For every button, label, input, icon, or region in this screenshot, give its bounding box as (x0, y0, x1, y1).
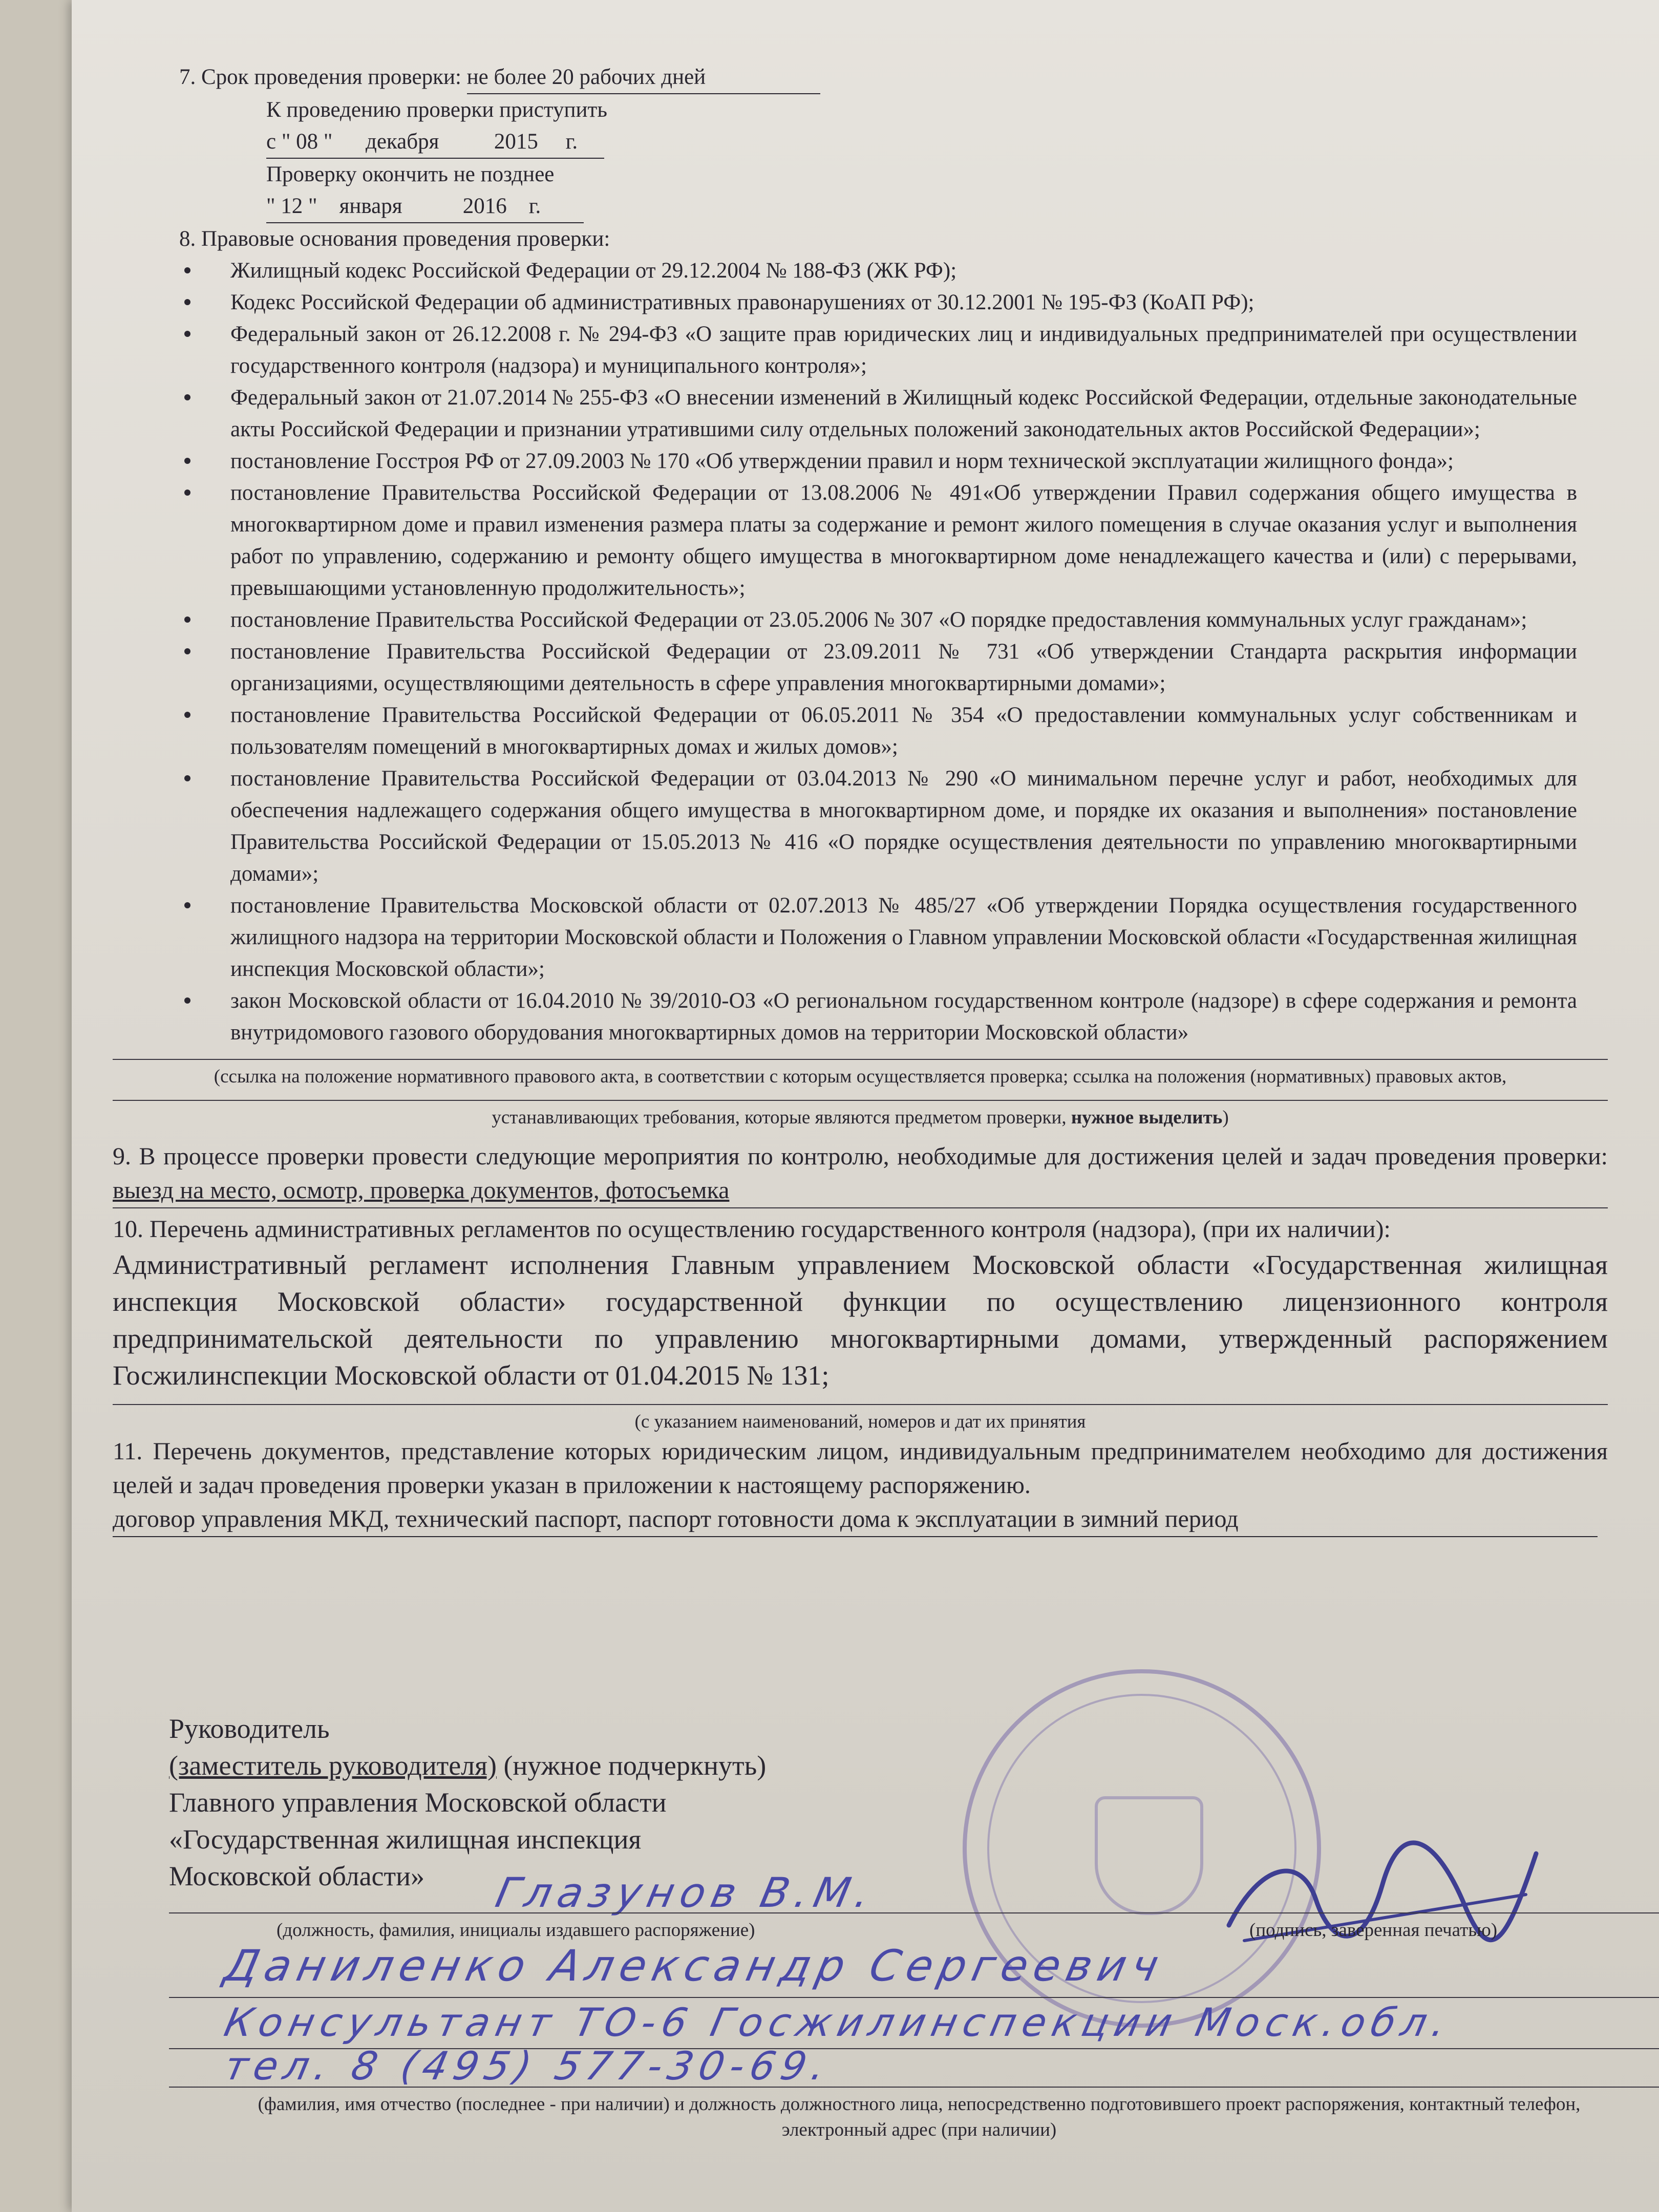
list-item: Федеральный закон от 21.07.2014 № 255-ФЗ «О внесении изменений в Жилищный кодекс Российской Федерации, отдельные законодательные акты Российской Федерации и признании утратившими силу отдельных положений законодательных актов Российской Федерации»; (113, 382, 1608, 445)
list-item: закон Московской области от 16.04.2010 № 39/2010-ОЗ «О региональном государственном контроле (надзоре) в сфере содержания и ремонта внутридомового газового оборудования многоквартирных домов на территории Московской области» (113, 985, 1608, 1049)
divider (169, 1997, 1659, 1998)
start-label: К проведению проверки приступить (266, 98, 607, 122)
preparer-note-2: электронный адрес (при наличии) (781, 2119, 1057, 2140)
legal-basis-note-2 (113, 1105, 1608, 1131)
section-10-title: 10. Перечень административных регламентов по осуществлению государственного контроля (надзора), (при их наличии): (113, 1216, 1391, 1243)
list-item: постановление Правительства Российской Федерации от 03.04.2013 № 290 «О минимальном перечне услуг и работ, необходимых для обеспечения надлежащего содержания общего имущества в многоквартирном доме, и порядке их оказания и выполнения» постановление Правительства Российской Федерации от 15.05.2013 № 416 «О порядке осуществления деятельности по управлению многоквартирными домами»; (113, 763, 1608, 890)
preparer-phone: тел. 8 (495) 577-30-69. (220, 2043, 836, 2089)
inspection-duration: не более 20 рабочих дней (467, 61, 820, 94)
divider (113, 1100, 1608, 1101)
list-item: Федеральный закон от 26.12.2008 г. № 294-ФЗ «О защите прав юридических лиц и индивидуальных предпринимателей при осуществлении государственного контроля (надзора) и муниципального контроля»; (113, 318, 1608, 382)
signature-label: (подпись, заверенная печатью) (1249, 1920, 1498, 1941)
end-date: " 12 " января 2016 г. (266, 190, 584, 223)
signatory-label: (должность, фамилия, инициалы издавшего распоряжение) (276, 1920, 755, 1941)
section-7 (179, 61, 1608, 223)
list-item: Жилищный кодекс Российской Федерации от 29.12.2004 № 188-ФЗ (ЖК РФ); (113, 255, 1608, 287)
note-text: устанавливающих требования, которые являются предметом проверки, (492, 1107, 1071, 1128)
preparer-position: Консультант ТО-6 Госжилинспекции Моск.обл. (220, 2000, 1456, 2045)
signatory-title: Руководитель (169, 1713, 330, 1744)
preparer-name: Даниленко Александр Сергеевич (220, 1941, 1169, 1991)
section-10-note: (с указанием наименований, номеров и дат их принятия (634, 1411, 1086, 1432)
divider (169, 2087, 1659, 2088)
signatory-org-1: Главного управления Московской области (169, 1787, 667, 1818)
document-page (72, 0, 1659, 2212)
signatory-org-3: Московской области» (169, 1861, 425, 1891)
signatory-deputy: (заместитель руководителя) (169, 1750, 497, 1781)
end-label: Проверку окончить не позднее (266, 162, 555, 186)
signatory-deputy-note: (нужное подчеркнуть) (496, 1750, 767, 1781)
list-item: постановление Правительства Российской Федерации от 23.09.2011 № 731 «Об утверждении Стандарта раскрытия информации организациями, осуществляющими деятельность в сфере управления многоквартирными домами»; (113, 636, 1608, 699)
note-bold: нужное выделить (1071, 1107, 1223, 1128)
legal-basis-list (113, 255, 1608, 1049)
section-10-regulation: Административный регламент исполнения Главным управлением Московской области «Государственная жилищная инспекция Московской области» государственной функции по осуществлению лицензионного контроля предпринимательской деятельности по управлению многоквартирными домами, утвержденный распоряжением Госжилинспекции Московской области от 01.04.2015 № 131; (113, 1249, 1608, 1391)
note-end: ) (1222, 1107, 1229, 1128)
preparer-note-1: (фамилия, имя отчество (последнее - при наличии) и должность должностного лица, непосредственно подготовившего проект распоряжения, контактный телефон, (258, 2094, 1581, 2115)
handwritten-signatory-name: Глазунов В.М. (492, 1869, 881, 1917)
signature-block (169, 1710, 988, 1895)
control-measures: выезд на место, осмотр, проверка документов, фотосъемка (113, 1177, 730, 1204)
list-item: постановление Правительства Московской области от 02.07.2013 № 485/27 «Об утверждении Порядка осуществления государственного жилищного надзора на территории Московской области и Положения о Главном управлении Московской области «Государственная жилищная инспекция Московской области»; (113, 890, 1608, 985)
list-item: постановление Госстроя РФ от 27.09.2003 № 170 «Об утверждении правил и норм технической эксплуатации жилищного фонда»; (113, 445, 1608, 477)
divider (113, 1404, 1608, 1405)
signature-icon (1198, 1823, 1557, 1976)
list-item: постановление Правительства Российской Федерации от 13.08.2006 № 491«Об утверждении Правил содержания общего имущества в многоквартирном доме и правил изменения размера платы за содержание и ремонт жилого помещения в случае оказания услуг и выполнения работ по управлению, содержанию и ремонту общего имущества в многоквартирном доме ненадлежащего качества и (или) с перерывами, превышающими установленную продолжительность»; (113, 477, 1608, 604)
section-11: 11. Перечень документов, представление которых юридическим лицом, индивидуальным предпринимателем необходимо для достижения целей и задач проведения проверки указан в приложении к настоящему распоряжению. (113, 1438, 1608, 1499)
section-9-text: 9. В процессе проверки провести следующие мероприятия по контролю, необходимые для достижения целей и задач проведения проверки: (113, 1143, 1608, 1170)
divider (113, 1207, 1608, 1208)
divider (113, 1059, 1608, 1060)
section-7-title: 7. Срок проведения проверки: (179, 65, 461, 89)
required-documents: договор управления МКД, технический паспорт, паспорт готовности дома к эксплуатации в зимний период (113, 1502, 1598, 1537)
list-item: Кодекс Российской Федерации об административных правонарушениях от 30.12.2001 № 195-ФЗ (КоАП РФ); (113, 287, 1608, 318)
section-9 (113, 1140, 1608, 1207)
legal-basis-note-1: (ссылка на положение нормативного правового акта, в соответствии с которым осуществляется проверка; ссылка на положения (нормативных) правовых актов, (214, 1066, 1507, 1087)
section-8-title: 8. Правовые основания проведения проверки: (179, 227, 610, 251)
list-item: постановление Правительства Российской Федерации от 06.05.2011 № 354 «О предоставлении коммунальных услуг собственникам и пользователям помещений в многоквартирных домах и жилых домов»; (113, 699, 1608, 763)
document-body (113, 61, 1608, 1537)
signatory-org-2: «Государственная жилищная инспекция (169, 1824, 642, 1855)
list-item: постановление Правительства Российской Федерации от 23.05.2006 № 307 «О порядке предоставления коммунальных услуг гражданам»; (113, 604, 1608, 636)
divider (169, 1912, 1659, 1913)
coat-of-arms-icon (1095, 1796, 1203, 1915)
start-date: с " 08 " декабря 2015 г. (266, 126, 604, 159)
